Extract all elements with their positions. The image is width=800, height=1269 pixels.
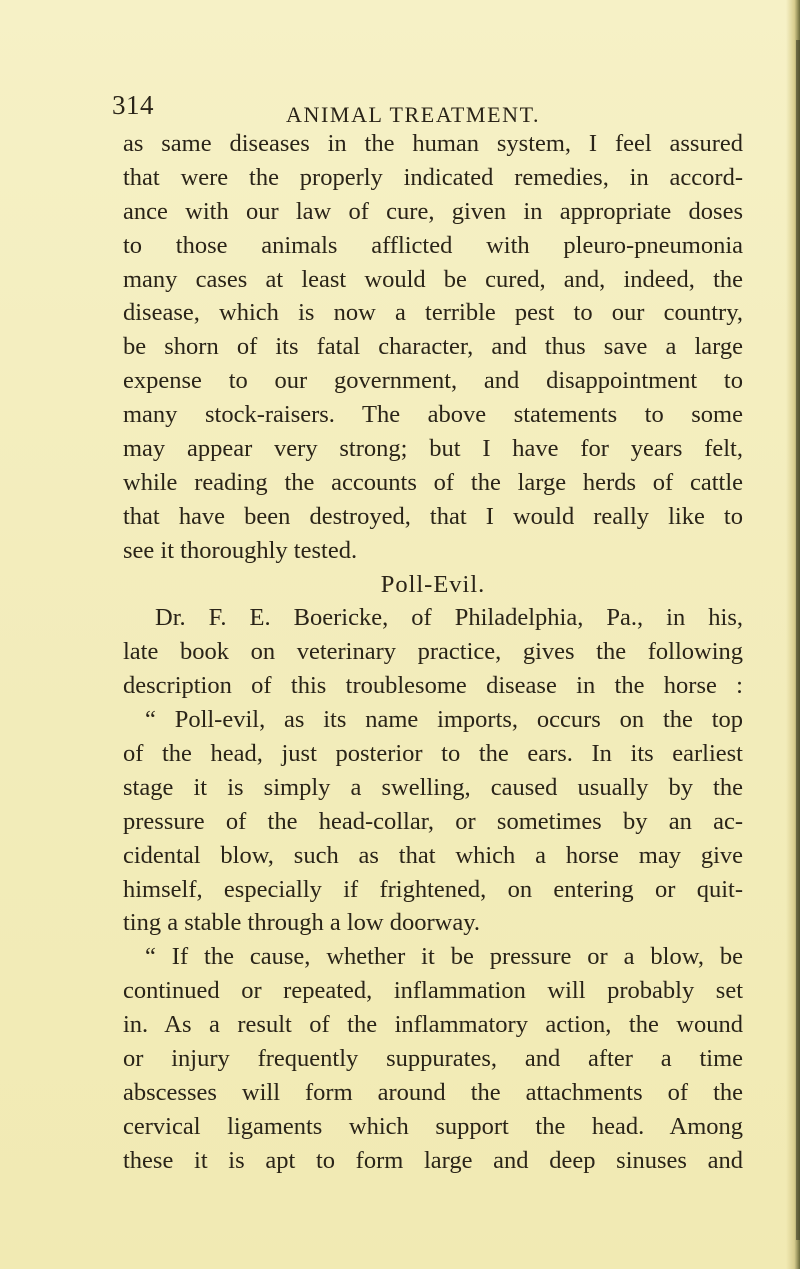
page-edge-binding	[796, 40, 800, 1240]
text-line: may appear very strong; but I have for years felt,	[123, 435, 743, 463]
text-line: stage it is simply a swelling, caused usually by the	[123, 773, 743, 801]
text-line: continued or repeated, inflammation will probably set	[123, 977, 743, 1005]
page-number: 314	[112, 90, 154, 120]
text-line: cidental blow, such as that which a horse may give	[123, 841, 743, 869]
text-line: in. As a result of the inflammatory action, the wound	[123, 1011, 743, 1039]
section-heading: Poll-Evil.	[380, 570, 486, 598]
text-line: Dr. F. E. Boericke, of Philadelphia, Pa., in his,	[155, 604, 743, 632]
text-line: late book on veterinary practice, gives the following	[123, 638, 743, 666]
text-line: expense to our government, and disappointment to	[123, 367, 743, 395]
body-text	[123, 127, 743, 1178]
text-line: many stock-raisers. The above statements to some	[123, 401, 743, 429]
text-line: or injury frequently suppurates, and after a time	[123, 1045, 743, 1073]
text-line: himself, especially if frightened, on entering or quit-	[123, 875, 743, 903]
text-line: ance with our law of cure, given in appropriate doses	[123, 197, 743, 225]
text-line: pressure of the head-collar, or sometimes by an ac-	[123, 807, 743, 835]
running-head: ANIMAL TREATMENT.	[286, 102, 541, 127]
text-line: disease, which is now a terrible pest to our country,	[123, 299, 743, 327]
text-line: “ If the cause, whether it be pressure or a blow, be	[145, 943, 743, 971]
text-line: see it thoroughly tested.	[123, 536, 358, 564]
text-line: ting a stable through a low doorway.	[123, 909, 480, 937]
text-line: while reading the accounts of the large herds of cattle	[123, 468, 743, 496]
text-line: of the head, just posterior to the ears. In its earliest	[123, 740, 743, 768]
text-line: that have been destroyed, that I would really like to	[123, 502, 743, 530]
text-line: abscesses will form around the attachments of the	[123, 1078, 743, 1106]
text-line: to those animals afflicted with pleuro-pneumonia	[123, 231, 743, 259]
text-line: as same diseases in the human system, I feel assured	[123, 130, 743, 157]
page-header	[0, 88, 800, 128]
text-line: “ Poll-evil, as its name imports, occurs on the top	[145, 706, 743, 734]
text-line: these it is apt to form large and deep sinuses and	[123, 1146, 743, 1174]
text-line: cervical ligaments which support the head. Among	[123, 1112, 743, 1140]
text-line: be shorn of its fatal character, and thus save a large	[123, 333, 743, 361]
text-line: that were the properly indicated remedies, in accord-	[123, 163, 743, 191]
text-line: many cases at least would be cured, and, indeed, the	[123, 265, 743, 293]
text-line: description of this troublesome disease in the horse :	[123, 672, 743, 700]
